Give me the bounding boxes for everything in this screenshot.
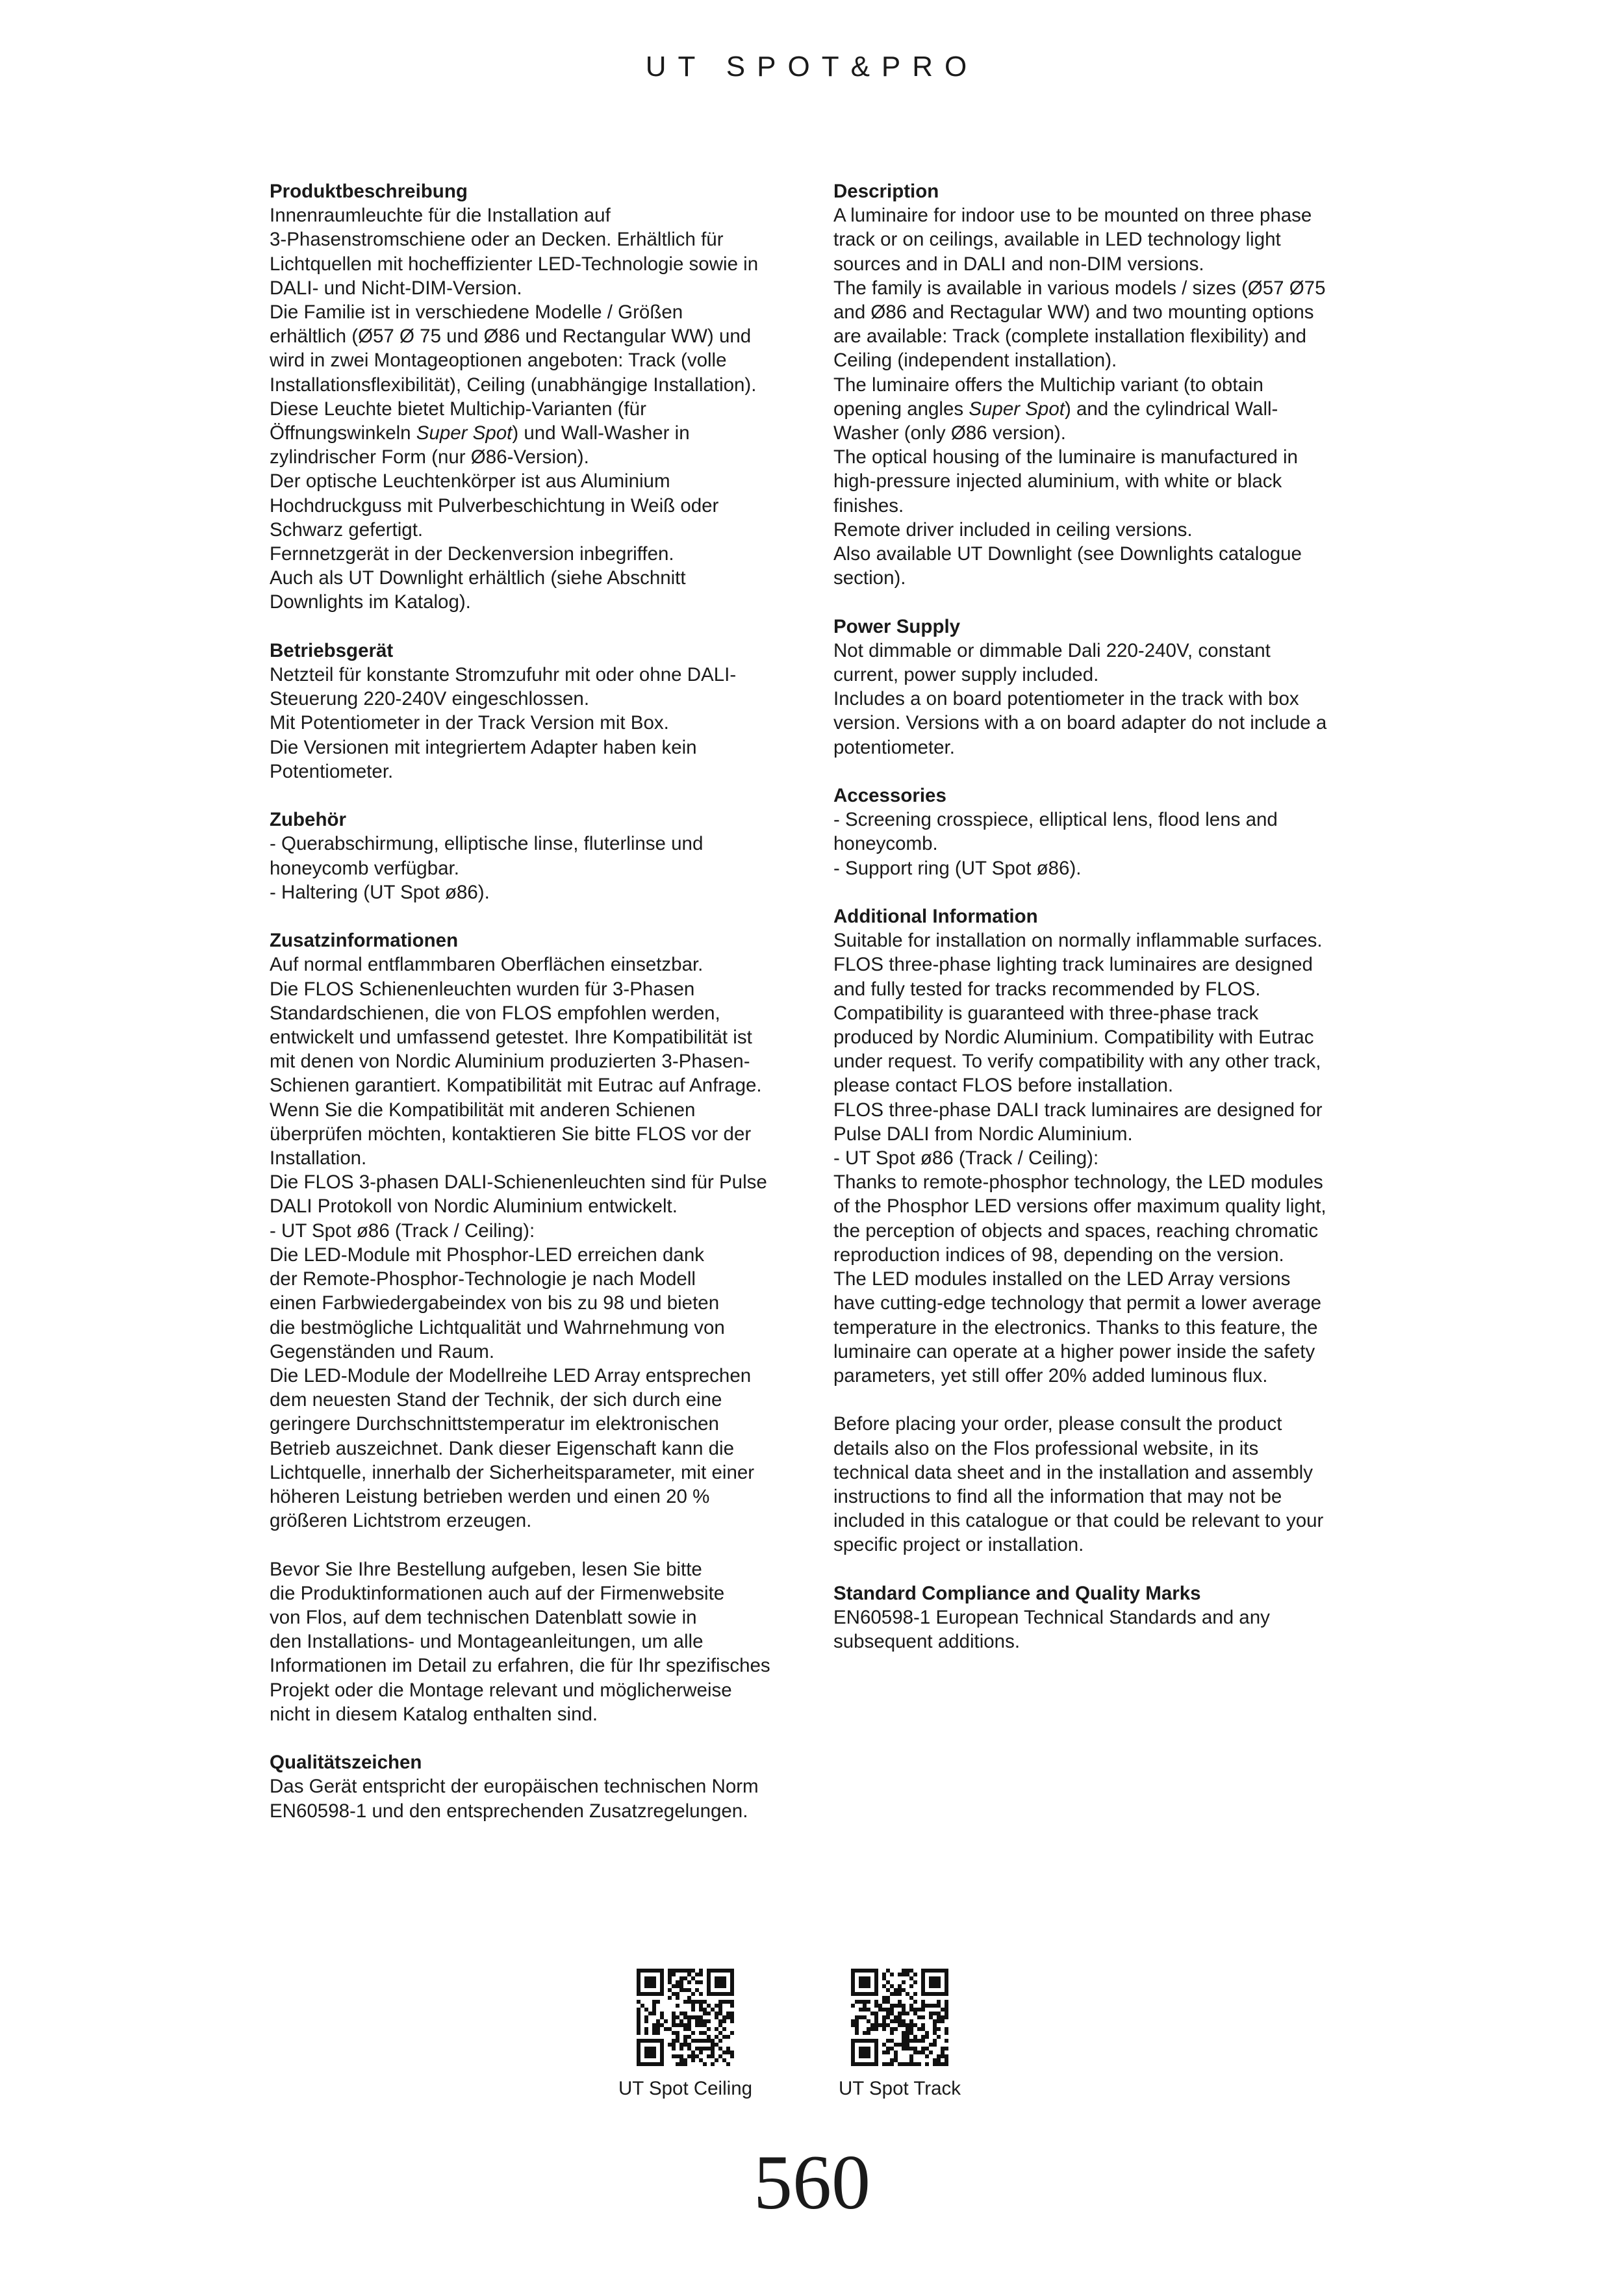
text-line: The LED modules installed on the LED Array versions (833, 1268, 1291, 1290)
text-line: Installationsflexibilität), Ceiling (unabhängige Installation). (270, 374, 757, 396)
text-line: Ceiling (independent installation). (833, 350, 1117, 372)
text-line: parameters, yet still offer 20% added luminous flux. (833, 1364, 1268, 1386)
text-line: opening angles Super Spot) and the cylindrical Wall- (833, 398, 1278, 420)
qr-ut-spot-track[interactable] (802, 1969, 997, 2100)
text-line: The luminaire offers the Multichip variant (to obtain (833, 374, 1263, 396)
section-heading: Zubehör (270, 809, 346, 831)
text-line: DALI- und Nicht-DIM-Version. (270, 277, 522, 299)
text-line: wird in zwei Montageoptionen angeboten: Track (volle (270, 350, 727, 372)
text-line: track or on ceilings, available in LED technology light (833, 229, 1281, 251)
section-description (833, 179, 1366, 590)
text-line: technical data sheet and in the installation and assembly (833, 1461, 1313, 1483)
text-line: details also on the Flos professional website, in its (833, 1437, 1259, 1459)
text-line: Die LED-Module der Modellreihe LED Array entsprechen (270, 1364, 752, 1386)
text-line: 3-Phasenstromschiene oder an Decken. Erhältlich für (270, 229, 724, 251)
text-line: Thanks to remote-phosphor technology, the LED modules (833, 1171, 1323, 1194)
section-heading: Standard Compliance and Quality Marks (833, 1582, 1201, 1604)
text-line: Potentiometer. (270, 760, 394, 782)
text-line: nicht in diesem Katalog enthalten sind. (270, 1703, 598, 1725)
text-line: Suitable for installation on normally inflammable surfaces. (833, 930, 1323, 952)
text-line: Die Versionen mit integriertem Adapter haben kein (270, 736, 697, 758)
text-line: of the Phosphor LED versions offer maximum quality light, (833, 1195, 1326, 1218)
text-line: have cutting-edge technology that permit a lower average (833, 1292, 1322, 1314)
text-line: Innenraumleuchte für die Installation auf (270, 205, 611, 227)
text-line: Standardschienen, die von FLOS empfohlen werden, (270, 1002, 720, 1024)
text-line: current, power supply included. (833, 664, 1099, 686)
text-line: potentiometer. (833, 736, 955, 758)
section-qualitaetszeichen (270, 1750, 809, 1823)
page-header-title: UT SPOT&PRO (645, 51, 979, 83)
text-line: Auf normal entflammbaren Oberflächen einsetzbar. (270, 954, 704, 976)
text-line: EN60598-1 und den entsprechenden Zusatzregelungen. (270, 1800, 748, 1822)
text-line: instructions to find all the information that may not be (833, 1485, 1282, 1507)
text-line: and fully tested for tracks recommended by FLOS. (833, 978, 1261, 1000)
text-line: EN60598-1 European Technical Standards and any (833, 1606, 1270, 1628)
text-line: Informationen im Detail zu erfahren, die für Ihr spezifisches (270, 1655, 770, 1677)
section-heading: Zusatzinformationen (270, 930, 459, 952)
text-line: Die LED-Module mit Phosphor-LED erreichen dank (270, 1244, 704, 1266)
text-line: high-pressure injected aluminium, with white or black (833, 470, 1282, 492)
text-line: temperature in the electronics. Thanks to this feature, the (833, 1316, 1318, 1338)
qr-code-icon (851, 1969, 948, 2066)
qr-label: UT Spot Track (839, 2078, 961, 2099)
text-line: Before placing your order, please consult the product (833, 1413, 1282, 1435)
text-line: - UT Spot ø86 (Track / Ceiling): (833, 1147, 1099, 1169)
text-line: Fernnetzgerät in der Deckenversion inbegriffen. (270, 543, 674, 565)
german-column (270, 179, 809, 1847)
text-line: Projekt oder die Montage relevant und möglicherweise (270, 1679, 732, 1701)
text-line: FLOS three-phase DALI track luminaires are designed for (833, 1099, 1323, 1121)
section-heading: Qualitätszeichen (270, 1752, 422, 1774)
text-line: zylindrischer Form (nur Ø86-Version). (270, 446, 589, 468)
text-line: Das Gerät entspricht der europäischen technischen Norm (270, 1776, 759, 1798)
text-line: die Produktinformationen auch auf der Firmenwebsite (270, 1582, 725, 1604)
text-line: honeycomb. (833, 833, 938, 855)
text-line: erhältlich (Ø57 Ø 75 und Ø86 und Rectangular WW) und (270, 326, 752, 348)
text-line: Wenn Sie die Kompatibilität mit anderen Schienen (270, 1099, 696, 1121)
text-line: Auch als UT Downlight erhältlich (siehe Abschnitt (270, 567, 686, 589)
text-line: sources and in DALI and non-DIM versions. (833, 253, 1204, 275)
text-line: Lichtquellen mit hocheffizienter LED-Technologie sowie in (270, 253, 759, 275)
text-line: Die FLOS Schienenleuchten wurden für 3-Phasen (270, 978, 695, 1000)
text-line: FLOS three-phase lighting track luminaires are designed (833, 954, 1313, 976)
section-heading: Accessories (833, 785, 946, 807)
text-line: Die Familie ist in verschiedene Modelle / Größen (270, 301, 683, 324)
text-line: section). (833, 567, 906, 589)
english-column (833, 179, 1366, 1678)
text-line: geringere Durchschnittstemperatur im elektronischen (270, 1413, 719, 1435)
text-line: Installation. (270, 1147, 367, 1169)
text-line: specific project or installation. (833, 1534, 1084, 1556)
text-line: The optical housing of the luminaire is manufactured in (833, 446, 1298, 468)
text-line: den Installations- und Montageanleitungen, um alle (270, 1631, 704, 1653)
section-betriebsgeraet (270, 639, 809, 784)
text-line: Der optische Leuchtenkörper ist aus Aluminium (270, 470, 670, 492)
page-number: 560 (754, 2139, 870, 2225)
text-line: under request. To verify compatibility with any other track, (833, 1051, 1321, 1073)
text-line: subsequent additions. (833, 1631, 1021, 1653)
section-accessories (833, 784, 1366, 880)
section-standard-compliance (833, 1581, 1366, 1654)
text-line: größeren Lichtstrom erzeugen. (270, 1510, 532, 1532)
text-line: Compatibility is guaranteed with three-phase track (833, 1002, 1259, 1024)
text-line: Remote driver included in ceiling versions. (833, 518, 1193, 541)
text-line: included in this catalogue or that could be relevant to your (833, 1510, 1324, 1532)
text-line: produced by Nordic Aluminium. Compatibility with Eutrac (833, 1027, 1314, 1049)
text-line: Die FLOS 3-phasen DALI-Schienenleuchten sind für Pulse (270, 1171, 767, 1194)
section-heading: Additional Information (833, 906, 1038, 928)
section-heading: Power Supply (833, 615, 961, 637)
text-line: Bevor Sie Ihre Bestellung aufgeben, lesen Sie bitte (270, 1558, 702, 1580)
text-line: luminaire can operate at a higher power inside the safety (833, 1340, 1315, 1362)
text-line: Schwarz gefertigt. (270, 518, 424, 541)
section-heading: Produktbeschreibung (270, 181, 468, 202)
text-line: version. Versions with a on board adapter do not include a (833, 712, 1327, 734)
text-line: A luminaire for indoor use to be mounted on three phase (833, 205, 1312, 227)
text-line: von Flos, auf dem technischen Datenblatt sowie in (270, 1606, 697, 1628)
qr-label: UT Spot Ceiling (618, 2078, 753, 2099)
qr-code-icon (637, 1969, 734, 2066)
text-line: finishes. (833, 494, 904, 517)
text-line: entwickelt und umfassend getestet. Ihre Kompatibilität ist (270, 1027, 752, 1049)
section-heading: Betriebsgerät (270, 639, 394, 661)
text-line: der Remote-Phosphor-Technologie je nach Modell (270, 1268, 696, 1290)
text-line: The family is available in various models / sizes (Ø57 Ø75 (833, 277, 1326, 299)
text-line: - Support ring (UT Spot ø86). (833, 857, 1082, 879)
text-line: Mit Potentiometer in der Track Version mit Box. (270, 712, 669, 734)
section-zusatzinformationen (270, 928, 809, 1726)
text-line: Also available UT Downlight (see Downlights catalogue (833, 543, 1302, 565)
text-line: Gegenständen und Raum. (270, 1340, 495, 1362)
text-line: einen Farbwiedergabeindex von bis zu 98 und bieten (270, 1292, 720, 1314)
text-line: - Haltering (UT Spot ø86). (270, 881, 490, 903)
text-line: honeycomb verfügbar. (270, 857, 459, 879)
text-line: Steuerung 220-240V eingeschlossen. (270, 688, 590, 710)
text-line: and Ø86 and Rectagular WW) and two mounting options (833, 301, 1314, 324)
section-additional-information (833, 904, 1366, 1557)
text-line: Includes a on board potentiometer in the track with box (833, 688, 1299, 710)
text-line: höheren Leistung betrieben werden und einen 20 % (270, 1485, 710, 1507)
text-line: the perception of objects and spaces, reaching chromatic (833, 1220, 1319, 1242)
text-line: mit denen von Nordic Aluminium produzierten 3-Phasen- (270, 1051, 750, 1073)
text-line: - UT Spot ø86 (Track / Ceiling): (270, 1220, 535, 1242)
text-line: die bestmögliche Lichtqualität und Wahrnehmung von (270, 1316, 725, 1338)
text-line: Pulse DALI from Nordic Aluminium. (833, 1123, 1133, 1145)
qr-ut-spot-ceiling[interactable] (588, 1969, 783, 2100)
text-line: - Screening crosspiece, elliptical lens, flood lens and (833, 809, 1278, 831)
text-line: are available: Track (complete installation flexibility) and (833, 326, 1307, 348)
text-line: Washer (only Ø86 version). (833, 422, 1066, 444)
text-line: Öffnungswinkeln Super Spot) und Wall-Washer in (270, 422, 690, 444)
text-line: Diese Leuchte bietet Multichip-Varianten (für (270, 398, 646, 420)
text-line: DALI Protokoll von Nordic Aluminium entwickelt. (270, 1195, 678, 1218)
text-line: Downlights im Katalog). (270, 591, 471, 613)
text-line: Netzteil für konstante Stromzufuhr mit oder ohne DALI- (270, 664, 737, 686)
text-line: reproduction indices of 98, depending on the version. (833, 1244, 1284, 1266)
section-produktbeschreibung (270, 179, 809, 615)
text-line: Schienen garantiert. Kompatibilität mit Eutrac auf Anfrage. (270, 1075, 762, 1097)
text-line: please contact FLOS before installation. (833, 1075, 1174, 1097)
text-line: - Querabschirmung, elliptische linse, fluterlinse und (270, 833, 704, 855)
text-line: Not dimmable or dimmable Dali 220-240V, constant (833, 639, 1271, 661)
text-line: Lichtquelle, innerhalb der Sicherheitsparameter, mit einer (270, 1461, 755, 1483)
text-line: dem neuesten Stand der Technik, der sich durch eine (270, 1389, 722, 1411)
text-line: Hochdruckguss mit Pulverbeschichtung in Weiß oder (270, 494, 719, 517)
section-heading: Description (833, 181, 939, 202)
section-power-supply (833, 615, 1366, 760)
text-line: überprüfen möchten, kontaktieren Sie bitte FLOS vor der (270, 1123, 752, 1145)
section-zubehoer (270, 808, 809, 904)
text-line: Betrieb auszeichnet. Dank dieser Eigenschaft kann die (270, 1437, 734, 1459)
